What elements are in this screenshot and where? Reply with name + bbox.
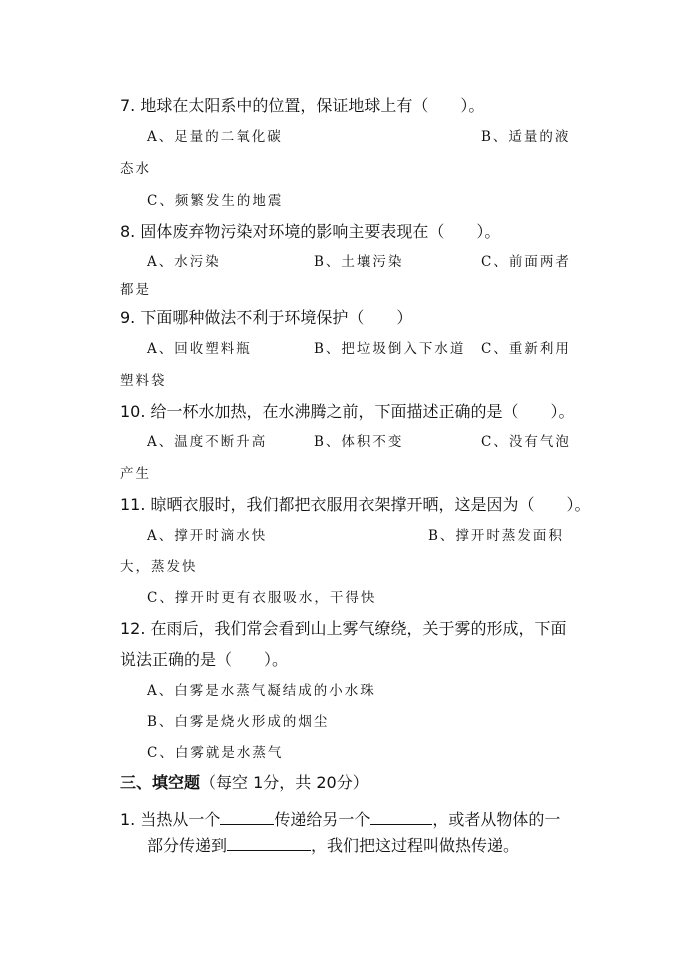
question-10-option-b: B、体积不变 — [314, 434, 404, 450]
fill-question-1-text-part1: 1. 当热从一个 — [120, 810, 221, 829]
question-12-option-a: A、白雾是水蒸气凝结成的小水珠 — [147, 683, 376, 699]
fill-question-1-text-part3: ，或者从物体的一 — [432, 810, 561, 829]
question-10-stem: 10. 给一杯水加热，在水沸腾之前，下面描述正确的是（ ）。 — [120, 402, 575, 421]
question-12-option-c: C、白雾就是水蒸气 — [147, 745, 284, 761]
question-9-stem: 9. 下面哪种做法不利于环境保护（ ） — [120, 308, 413, 327]
question-9-option-c-continued: 塑料袋 — [120, 373, 167, 389]
fill-question-1-text-part5: ，我们把这过程叫做热传递。 — [311, 836, 520, 855]
question-8-option-c-continued: 都是 — [120, 282, 151, 298]
question-7-stem: 7. 地球在太阳系中的位置，保证地球上有（ ）。 — [120, 96, 485, 115]
question-10-option-c-continued: 产生 — [120, 466, 151, 482]
question-12-stem-line1: 12. 在雨后，我们常会看到山上雾气缭绕，关于雾的形成，下面 — [120, 619, 567, 638]
question-9-option-b: B、把垃圾倒入下水道 — [314, 341, 466, 357]
fill-blank-2[interactable] — [370, 810, 432, 825]
question-12-stem-line2: 说法正确的是（ ）。 — [120, 650, 289, 669]
fill-blank-3[interactable] — [227, 836, 311, 851]
question-10-option-c: C、没有气泡 — [481, 434, 571, 450]
question-11-option-b-continued: 大，蒸发快 — [120, 559, 198, 575]
question-8-option-c: C、前面两者 — [481, 254, 571, 270]
question-11-option-c: C、撑开时更有衣服吸水，干得快 — [147, 590, 377, 606]
question-7-option-b-continued: 态水 — [120, 161, 151, 177]
question-7-option-c: C、频繁发生的地震 — [147, 193, 284, 209]
section-3-note: （每空 1分，共 20分） — [200, 773, 369, 792]
section-3-heading — [120, 775, 369, 791]
question-7-option-b: B、适量的液 — [481, 129, 571, 145]
question-9-option-a: A、回收塑料瓶 — [147, 341, 252, 357]
question-8-option-b: B、土壤污染 — [314, 254, 404, 270]
fill-question-1-line1 — [120, 810, 560, 828]
fill-question-1-text-part4: 部分传递到 — [147, 836, 228, 855]
question-8-option-a: A、水污染 — [147, 254, 221, 270]
question-9-option-c: C、重新利用 — [481, 341, 571, 357]
question-11-stem: 11. 晾晒衣服时，我们都把衣服用衣架撑开晒，这是因为（ ）。 — [120, 495, 591, 514]
question-11-option-a: A、撑开时滴水快 — [147, 528, 268, 544]
fill-blank-1[interactable] — [220, 810, 274, 825]
question-7-option-a: A、足量的二氧化碳 — [147, 129, 283, 145]
question-11-option-b: B、撑开时蒸发面积 — [428, 528, 564, 544]
question-10-option-a: A、温度不断升高 — [147, 434, 268, 450]
question-8-stem: 8. 固体废弃物污染对环境的影响主要表现在（ ）。 — [120, 222, 501, 241]
section-3-title: 三、填空题 — [120, 773, 201, 792]
question-12-option-b: B、白雾是烧火形成的烟尘 — [147, 714, 330, 730]
fill-question-1-text-part2: 传递给另一个 — [274, 810, 371, 829]
fill-question-1-line2 — [147, 836, 519, 854]
